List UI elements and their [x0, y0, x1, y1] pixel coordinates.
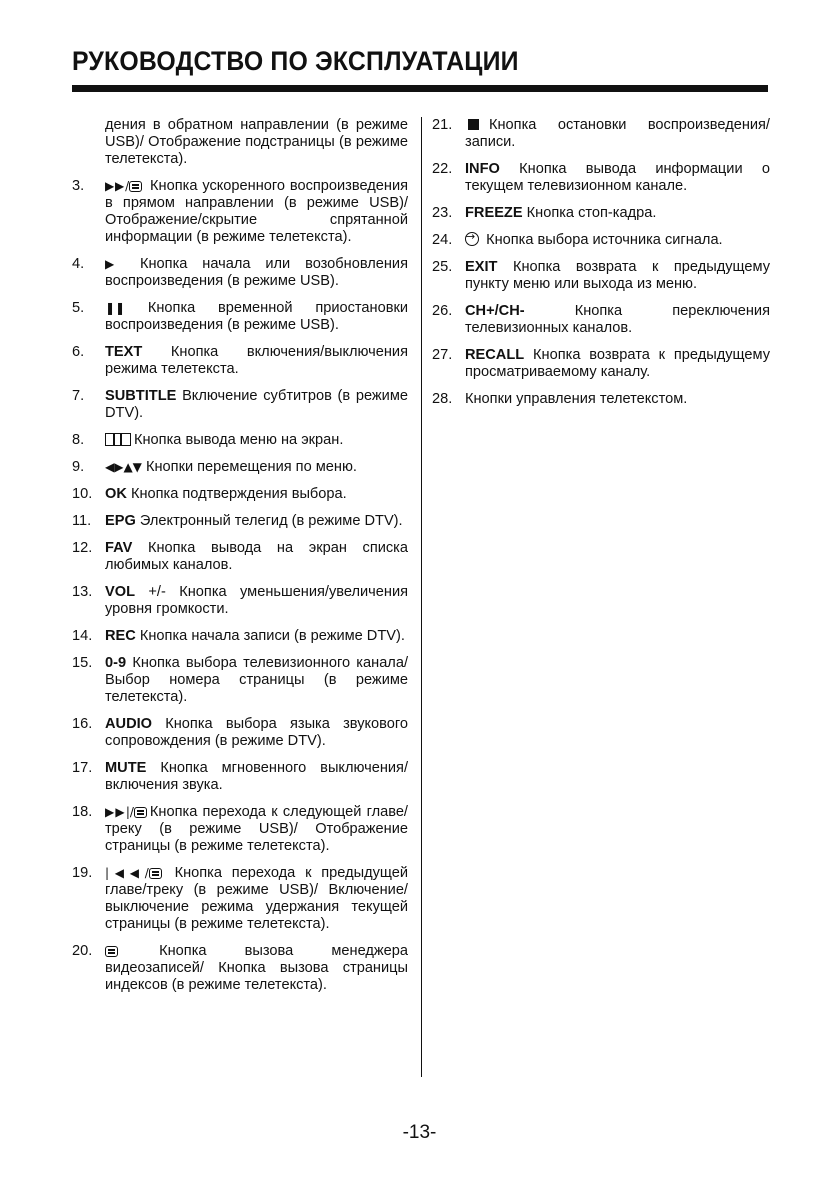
item-text: Кнопка вывода информации о текущем телевизионном канале. — [465, 161, 770, 194]
teletext-page-icon — [134, 807, 147, 818]
button-keyword: FAV — [105, 540, 133, 556]
list-item-13 — [72, 584, 408, 618]
item-number: 18. — [72, 804, 93, 820]
item-text: Кнопки управления телетекстом. — [465, 391, 688, 407]
list-item-16 — [72, 716, 408, 750]
button-keyword: MUTE — [105, 760, 147, 776]
teletext-index-icon — [105, 946, 118, 957]
item-text: Кнопка подтверждения выбора. — [130, 486, 347, 502]
item-number: 19. — [72, 865, 93, 881]
item-text: Кнопка перехода к следующей главе/треку (в режиме USB)/ Отображение страницы (в режиме телетекста). — [105, 804, 408, 854]
list-item-21 — [432, 117, 770, 151]
list-item-4 — [72, 256, 408, 290]
button-keyword: EXIT — [465, 259, 498, 275]
item-text: Кнопка стоп-кадра. — [526, 205, 657, 221]
button-keyword: RECALL — [465, 347, 525, 363]
item-text: Кнопка ускоренного воспроизведения в прямом направлении (в режиме USB)/ Отображение/скрытие спрятанной информации (в режиме телетекста). — [105, 178, 408, 245]
list-item-23 — [432, 205, 770, 222]
button-keyword: 0-9 — [105, 655, 127, 671]
list-item-7 — [72, 388, 408, 422]
button-keyword: FREEZE — [465, 205, 523, 221]
button-keyword: TEXT — [105, 344, 143, 360]
item-text: Кнопка переключения телевизионных каналов. — [465, 303, 770, 336]
item-number: 5. — [72, 300, 85, 316]
left-column — [72, 117, 408, 1004]
list-item-18 — [72, 804, 408, 855]
list-item-8 — [72, 432, 408, 449]
item-number: 22. — [432, 161, 453, 177]
list-item-20 — [72, 943, 408, 994]
next-track-icon: ▶▶|/ — [105, 805, 134, 819]
item-number: 13. — [72, 584, 93, 600]
fast-forward-icon: ▶▶/ — [105, 179, 130, 193]
item-number: 23. — [432, 205, 453, 221]
item-text: Включение субтитров (в режиме DTV). — [105, 388, 408, 421]
item-text: Кнопка перехода к предыдущей главе/треку (в режиме USB)/ Включение/ выключение режима удержания текущей страницы (в режиме телетекста). — [105, 865, 409, 932]
teletext-hold-icon — [149, 868, 162, 879]
list-item-17 — [72, 760, 408, 794]
item-text: Кнопка временной приостановки воспроизведения (в режиме USB). — [105, 300, 408, 333]
play-icon: ▶ — [105, 257, 126, 271]
button-keyword: VOL — [105, 584, 135, 600]
button-keyword: OK — [105, 486, 127, 502]
list-item-3 — [72, 178, 408, 246]
item-number: 9. — [72, 459, 85, 475]
item-number: 25. — [432, 259, 453, 275]
item-number: 8. — [72, 432, 85, 448]
item-number: 15. — [72, 655, 93, 671]
page-title: РУКОВОДСТВО ПО ЭКСПЛУАТАЦИИ — [72, 46, 519, 76]
item-number: 7. — [72, 388, 85, 404]
item-text: Электронный телегид (в режиме DTV). — [139, 513, 403, 529]
button-keyword: EPG — [105, 513, 136, 529]
list-item-6 — [72, 344, 408, 378]
right-column — [432, 117, 770, 418]
previous-track-icon: |◀◀/ — [105, 866, 149, 880]
list-item-continuation — [72, 117, 408, 168]
list-item-15 — [72, 655, 408, 706]
item-text: Кнопка остановки воспроизведения/ записи. — [465, 117, 770, 150]
item-text: Кнопка выбора телевизионного канала/ Выбор номера страницы (в режиме телетекста). — [105, 655, 408, 705]
page-number: -13- — [402, 1122, 437, 1143]
button-keyword: SUBTITLE — [105, 388, 177, 404]
item-text: Кнопка выбора источника сигнала. — [486, 232, 723, 248]
item-text: Кнопка вызова менеджера видеозаписей/ Кнопка вызова страницы индексов (в режиме телетекста). — [105, 943, 408, 993]
list-item-24 — [432, 232, 770, 249]
item-number: 11. — [72, 513, 92, 529]
item-number: 16. — [72, 716, 93, 732]
column-divider — [421, 117, 422, 1077]
item-number: 28. — [432, 391, 453, 407]
item-number: 4. — [72, 256, 85, 272]
item-number: 27. — [432, 347, 453, 363]
list-item-5 — [72, 300, 408, 334]
item-text: Кнопка начала записи (в режиме DTV). — [139, 628, 405, 644]
list-item-22 — [432, 161, 770, 195]
stop-icon — [468, 119, 479, 130]
header-rule — [72, 85, 768, 92]
item-number: 20. — [72, 943, 93, 959]
list-item-12 — [72, 540, 408, 574]
menu-icon — [105, 433, 131, 446]
item-text: Кнопка возврата к предыдущему пункту меню или выхода из меню. — [465, 259, 770, 292]
item-number: 26. — [432, 303, 453, 319]
item-text: Кнопка включения/выключения режима телетекста. — [105, 344, 408, 377]
list-item-9 — [72, 459, 408, 476]
item-text: Кнопка вывода меню на экран. — [134, 432, 344, 448]
list-item-28 — [432, 391, 770, 408]
list-item-26 — [432, 303, 770, 337]
item-number: 3. — [72, 178, 85, 194]
pause-icon: ❚❚ — [105, 301, 126, 315]
item-text: Кнопки перемещения по меню. — [145, 459, 357, 475]
list-item-11 — [72, 513, 408, 530]
button-keyword: REC — [105, 628, 136, 644]
button-keyword: INFO — [465, 161, 500, 177]
list-item-10 — [72, 486, 408, 503]
button-keyword: AUDIO — [105, 716, 153, 732]
item-text: +/- Кнопка уменьшения/увеличения уровня громкости. — [105, 584, 408, 617]
list-item-14 — [72, 628, 408, 645]
item-number: 17. — [72, 760, 93, 776]
item-number: 14. — [72, 628, 93, 644]
item-number: 21. — [432, 117, 453, 133]
source-icon — [465, 232, 479, 246]
button-keyword: CH+/CH- — [465, 303, 525, 319]
arrows-icon: ◀▶▲▼ — [105, 460, 142, 474]
teletext-subpage-icon — [129, 181, 142, 192]
list-item-25 — [432, 259, 770, 293]
item-text: Кнопка мгновенного выключения/ включения звука. — [105, 760, 409, 793]
item-number: 10. — [72, 486, 93, 502]
item-text: Кнопка возврата к предыдущему просматриваемому каналу. — [465, 347, 770, 380]
item-number: 6. — [72, 344, 85, 360]
item-text: Кнопка вывода на экран списка любимых каналов. — [105, 540, 408, 573]
item-number: 24. — [432, 232, 453, 248]
list-item-19 — [72, 865, 408, 933]
item-text: Кнопка начала или возобновления воспроизведения (в режиме USB). — [105, 256, 408, 289]
item-text: дения в обратном направлении (в режиме USB)/ Отображение подстраницы (в режиме телетекста). — [105, 117, 408, 167]
list-item-27 — [432, 347, 770, 381]
item-text: Кнопка выбора языка звукового сопровождения (в режиме DTV). — [105, 716, 408, 749]
item-number: 12. — [72, 540, 93, 556]
